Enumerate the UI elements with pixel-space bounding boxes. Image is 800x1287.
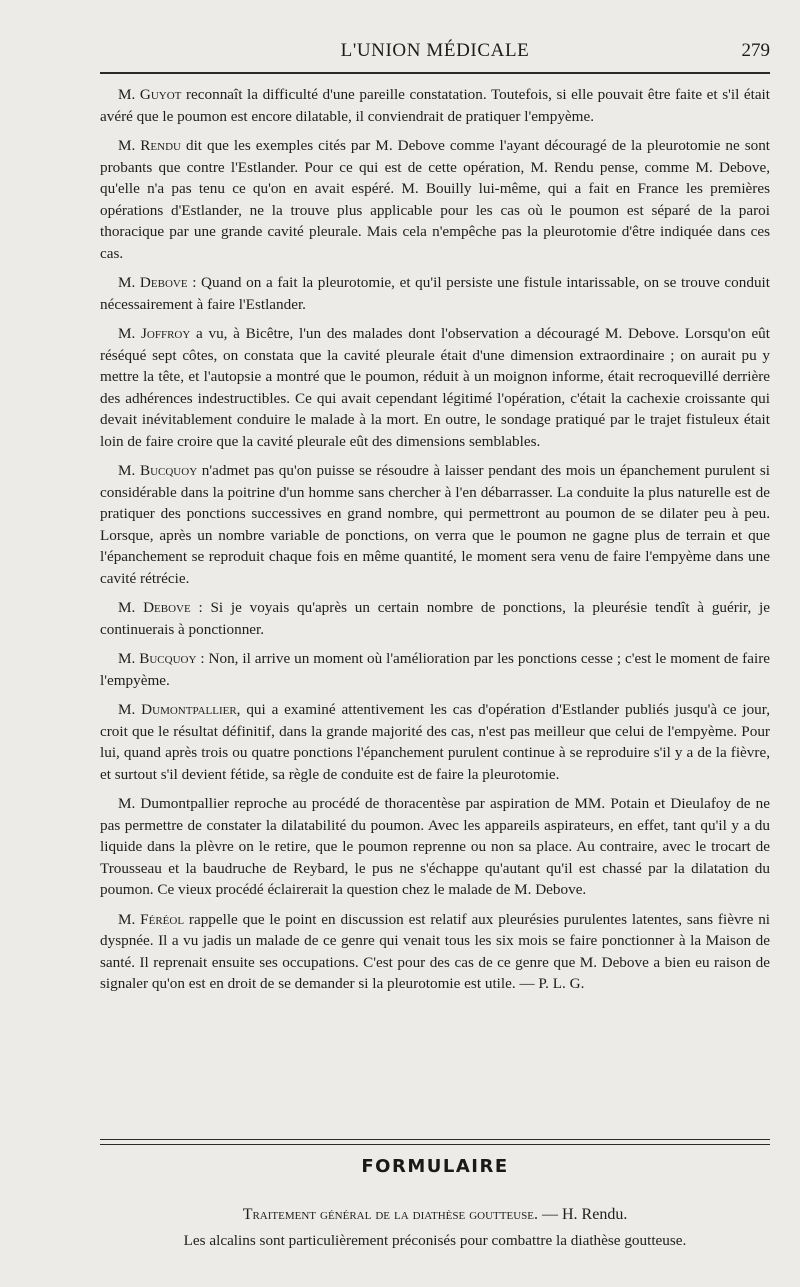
formula-heading-author: — H. Rendu. — [537, 1206, 628, 1223]
paragraph-text: : Si je voyais qu'après un certain nombre de ponctions, la pleurésie tendît à guérir, je continuerais à ponctionner. — [100, 599, 770, 638]
paragraph-text: dit que les exemples cités par M. Debove comme l'ayant découragé de la pleurotomie ne sont probants que contre l'Estlander. Pour ce qui est de cette opération, M. Rendu pense, comme M. Debove, qu'elle n'a pas tenu ce qu'on en avait espéré. M. Bouilly lui-même, qui a fait en France les premières opérations d'Estlander, ne la trouve plus applicable pour les cas où le poumon est séparé de la paroi thoracique par une grande cavité pleurale. Mais cela n'empêche pas la pleurotomie d'être indiquée dans ces cas. — [100, 137, 771, 262]
speaker-name: M. Bucquoy — [118, 462, 198, 479]
speaker-name: M. Bucquoy — [118, 650, 197, 667]
formula-heading — [100, 1206, 770, 1224]
speaker-name: M. Debove — [118, 274, 188, 291]
formula-heading-title: Traitement général de la diathèse goutteuse. — [242, 1206, 538, 1223]
paragraph-guyot — [100, 84, 770, 127]
speaker-name: M. Rendu — [118, 137, 181, 154]
paragraph-text: : Quand on a fait la pleurotomie, et qu'il persiste une fistule intarissable, on se trouve conduit nécessairement à faire l'Estlander. — [100, 274, 770, 313]
paragraph-text: reconnaît la difficulté d'une pareille constatation. Toutefois, si elle pouvait être faite et s'il était avéré que le poumon est encore dilatable, il conviendrait de pratiquer l'empyème. — [100, 86, 770, 125]
speaker-name: M. Dumontpallier — [118, 701, 237, 718]
speaker-name: M. Féréol — [118, 910, 185, 928]
paragraph-bucquoy-reply — [100, 648, 770, 691]
paragraph-dumontpallier — [100, 699, 770, 785]
paragraph-text: M. Dumontpallier reproche au procédé de thoracentèse par aspiration de MM. Potain et Dieulafoy de ne pas permettre de constater la dilatabilité du poumon. Avec les appareils aspirateurs, en effet, tant qu'il y a du liquide dans la plèvre on le retire, que le poumon reprenne ou non sa place. Au contraire, avec le trocart de Trousseau et la baudruche de Reybard, le pus ne s'échappe qu'autant qu'il est chassé par la dilatation du poumon. Ce vieux procédé éclairerait la question chez le malade de M. Debove. — [100, 795, 770, 898]
formula-text: Les alcalins sont particulièrement préconisés pour combattre la diathèse goutteuse. — [183, 1232, 687, 1249]
paragraph-rendu — [100, 135, 770, 264]
paragraph-bucquoy — [100, 460, 770, 589]
section-title: FORMULAIRE — [361, 1156, 509, 1177]
page-number: 279 — [741, 40, 770, 61]
running-head — [100, 38, 770, 72]
header-rule — [100, 72, 770, 74]
paragraph-debove — [100, 272, 770, 315]
paragraph-text: , qui a examiné attentivement les cas d'opération d'Estlander publiés jusqu'à ce jour, croit que le résultat définitif, dans la grande majorité des cas, n'est pas meilleur que celui de l'empyème. Pour lui, quand après trois ou quatre ponctions l'épanchement purulent continue à se reproduire s'il y a de la fièvre, et surtout s'il devient fétide, sa règle de conduite est de faire la pleurotomie. — [100, 701, 770, 783]
paragraph-dumontpallier-continued — [100, 793, 770, 901]
speaker-name: M. Debove — [118, 599, 191, 616]
section-divider — [100, 1139, 770, 1145]
paragraph-text: rappelle que le point en discussion est relatif aux pleurésies purulentes latentes, sans fièvre ni dyspnée. Il a vu jadis un malade de ce genre qui venait tous les six mois se faire ponctionner à la Maison de santé. Il reprenait ensuite ses occupations. C'est pour des cas de ce genre que M. Debove a bien eu raison de signaler qu'on est en droit de se demander si la pleurotomie est utile. — P. L. G. — [100, 910, 771, 992]
paragraph-debove-reply — [100, 597, 770, 640]
journal-title: L'UNION MÉDICALE — [340, 40, 530, 61]
paragraph-joffroy — [100, 323, 770, 452]
speaker-name: M. Guyot — [118, 86, 182, 103]
paragraph-text: : Non, il arrive un moment où l'amélioration par les ponctions cesse ; c'est le moment de faire l'empyème. — [100, 650, 770, 689]
paragraph-text: n'admet pas qu'on puisse se résoudre à laisser pendant des mois un épanchement purulent si considérable dans la poitrine d'un homme sans chercher à l'en débarrasser. La conduite la plus naturelle est de pratiquer des ponctions successives en grand nombre, qui permettront au poumon de se dilater peu à peu. Lorsque, après un nombre variable de ponctions, on verra que le poumon ne gagne plus de terrain et que l'épanchement se reproduit chaque fois en même quantité, le moment sera venu de faire l'empyème dans une cavité rétrécie. — [100, 462, 770, 587]
speaker-name: M. Joffroy — [118, 325, 191, 342]
paragraph-text: a vu, à Bicêtre, l'un des malades dont l'observation a découragé M. Debove. Lorsqu'on eût réséqué sept côtes, on constata que la cavité pleurale était d'une dimension extraordinaire ; on aurait pu y mettre la tête, et l'autopsie a montré que le poumon, réduit à un moignon informe, était recroquevillé derrière des adhérences indestructibles. Ce qui avait cependant légitimé l'opération, c'était la cachexie croissante qui devait inévitablement conduire le malade à la mort. En outre, le sondage pratiqué par le trajet fistuleux était loin de faire croire que la cavité pleurale eût des dimensions semblables. — [100, 325, 770, 450]
discussion-text — [100, 84, 770, 1003]
paragraph-fereol — [100, 909, 770, 995]
